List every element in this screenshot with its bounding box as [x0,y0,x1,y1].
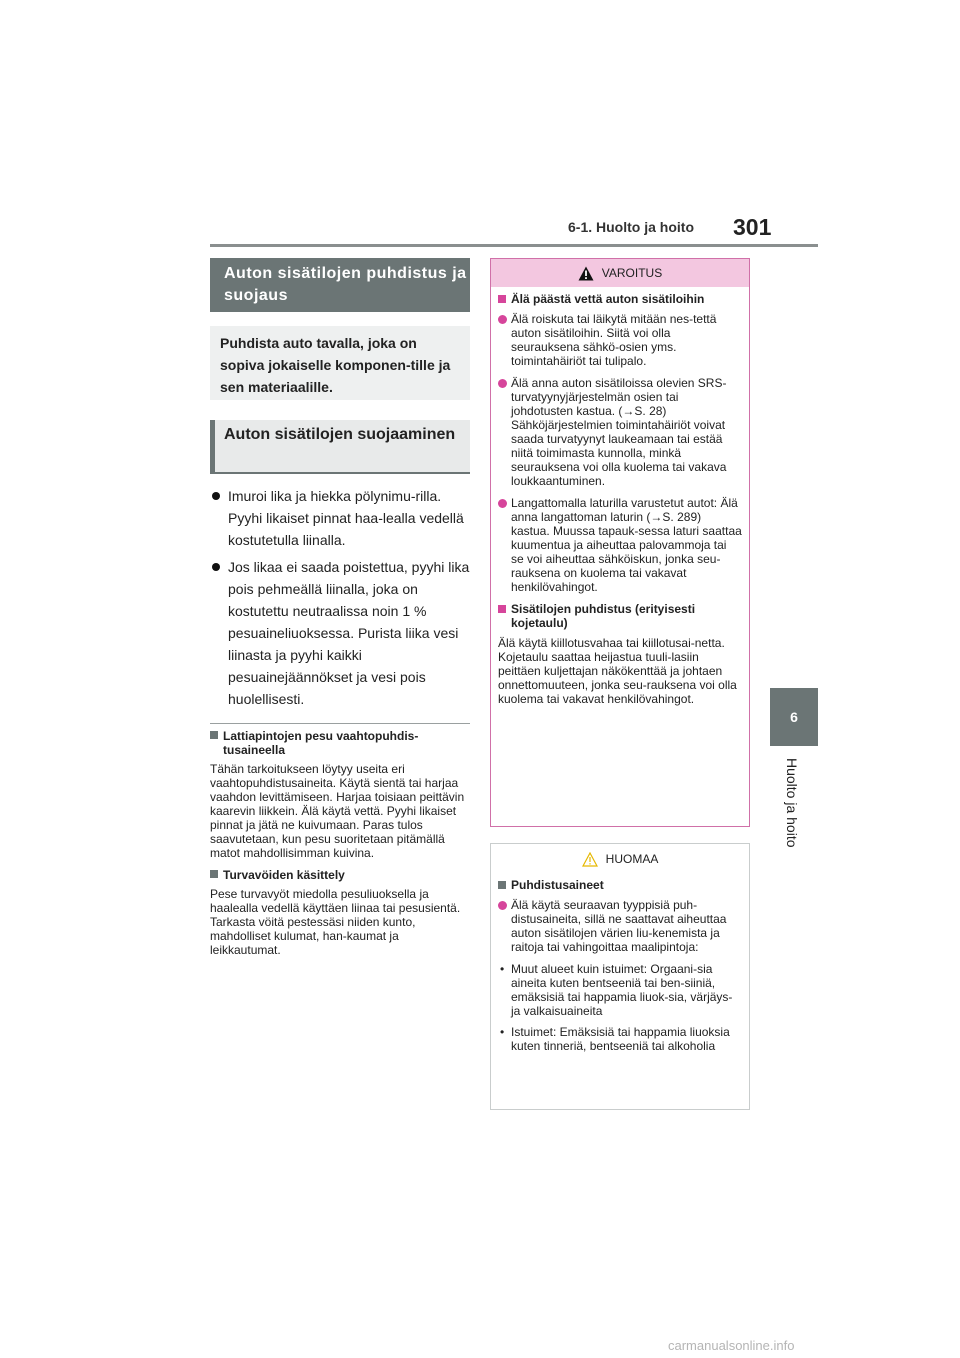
section-header: 6-1. Huolto ja hoito [568,219,694,235]
warning-bullet [498,312,742,368]
section-divider [210,723,470,724]
caution-list-item [498,1025,742,1053]
section-heading [210,868,472,882]
header-rule [210,244,818,247]
caution-heading-text: Puhdistusaineet [511,878,604,892]
section-text: Pese turvavyöt miedolla pesuliuoksella ja haalealla vedellä käyttäen liinaa tai pesusientä. Tarkasta vöitä pestessäsi niiden kunto, mahdolliset kulumat, han-kaumat ja leikkautumat. [210,887,461,957]
square-bullet-icon [498,881,506,889]
bullet-item [212,556,474,710]
subtitle: Auton sisätilojen suojaaminen [224,426,456,443]
watermark: carmanualsonline.info [668,1338,795,1353]
warning-bullet-text: Älä roiskuta tai läikytä mitään nes-tettä auton sisätiloihin. Siitä voi olla seurauksena sähkö-osien yms. toimintahäiriöt tai tulipalo. [511,312,717,368]
chapter-label: Huolto ja hoito [784,758,800,848]
caution-body [491,874,749,1053]
bullet-dot-icon [498,499,507,508]
warning-heading [498,602,742,630]
warning-triangle-icon [578,266,594,281]
warning-header [491,259,749,287]
bullet-item [212,485,474,551]
subtitle-box [210,420,470,474]
square-bullet-icon [210,870,218,878]
caution-triangle-icon [582,852,598,867]
caution-bullet-text: Älä käytä seuraavan tyyppisiä puh-distusaineita, sillä ne saattavat aiheuttaa auton sisätilojen värien liu-kenemista ja raitoja tai vahingoittaa maalipintoja: [511,898,727,954]
section-heading-text: Turvavöiden käsittely [223,868,345,882]
intro-text: Puhdista auto tavalla, joka on sopiva jokaiselle komponen-tille ja sen materiaalille. [220,335,451,395]
caution-bullet [498,898,742,954]
caution-list-item [498,962,742,1018]
left-lower-column [210,729,472,965]
warning-bullet [498,496,742,594]
chapter-tab: 6 [770,688,818,746]
warning-bullet-text: Älä anna auton sisätiloissa olevien SRS-turvatyynyjärjestelmän osien tai johdotusten kastua. (→S. 28) Sähköjärjestelmien toimintahäiriöt voivat saada turvatyynyt laukeamaan tai estää niitä toimimasta kunnolla, minkä seurauksena voi olla kuolema tai vakava loukkaantuminen. [511,376,727,488]
warning-heading-text: Sisätilojen puhdistus (erityisesti kojetaulu) [511,602,696,630]
bullet-dot-icon [212,492,220,500]
list-dot-icon: • [500,1025,505,1039]
warning-heading-text: Älä päästä vettä auton sisätiloihin [511,292,705,306]
warning-paragraph: Älä käytä kiillotusvahaa tai kiillotusai-netta. Kojetaulu saattaa heijastua tuuli-lasiin peittäen kuljettajan näkökenttää ja johtaen onnettomuuteen, jonka seu-rauksena voi olla kuolema tai vakavat henkilövahingot. [498,636,737,706]
square-bullet-icon [210,731,218,739]
list-dot-icon: • [500,962,505,976]
square-bullet-icon [498,605,506,613]
warning-bullet [498,376,742,488]
caution-title: HUOMAA [605,852,659,866]
main-title-box [210,258,470,312]
caution-item-text: Istuimet: Emäksisiä tai happamia liuoksia kuten tinneriä, bentseeniä tai alkoholia [511,1025,730,1053]
warning-bullet-text: Langattomalla laturilla varustetut autot: Älä anna langattoman laturin (→S. 289) kastua. Muussa tapauk-sessa laturi saattaa kuumentua ja aiheuttaa palovammoja tai se voi aiheuttaa sähköiskun, jonka seu-rauksena on kuolema tai vakavat henkilövahingot. [511,496,742,594]
caution-item-text: Muut alueet kuin istuimet: Orgaani-sia aineita kuten bentseeniä tai ben-siiniä, emäksisiä tai happamia liuok-sia, värjäys- ja valkaisuaineita [511,962,733,1018]
bullet-dot-icon [498,901,507,910]
section-text: Tähän tarkoitukseen löytyy useita eri vaahtopuhdistusaineita. Käytä sientä tai harjaa vaahdon levittämiseen. Harjaa toisiaan peittävin kaarevin liikkein. Älä käytä vettä. Pyyhi likaiset pinnat ja jätä ne kuivumaan. Paras tulos saavutetaan, kun pesu suoritetaan pitämällä matot mahdollisimman kuivina. [210,762,465,860]
bullet-text: Jos likaa ei saada poistettua, pyyhi lika pois pehmeällä liinalla, joka on kostutettu neutraalissa noin 1 % pesuaineliuoksessa. Purista liika vesi liinasta ja pyyhi kaikki pesuainejäännökset ja vesi pois huolellisesti. [228,559,470,707]
caution-heading [498,878,742,892]
warning-box [490,258,750,827]
page-number: 301 [733,214,772,240]
bullet-dot-icon [498,379,507,388]
section-heading [210,729,472,757]
warning-title: VAROITUS [601,266,663,280]
caution-header [491,844,749,874]
caution-box [490,843,750,1110]
bullet-dot-icon [212,563,220,571]
intro-box [210,326,470,400]
bullet-list [212,485,474,715]
warning-heading [498,292,742,306]
bullet-dot-icon [498,315,507,324]
bullet-text: Imuroi lika ja hiekka pölynimu-rilla. Pyyhi likaiset pinnat haa-lealla vedellä kostutetulla liinalla. [228,488,464,548]
warning-body [491,287,749,706]
section-heading-text: Lattiapintojen pesu vaahtopuhdis-tusaineella [223,729,419,757]
main-title: Auton sisätilojen puhdistus ja suojaus [224,265,467,304]
square-bullet-icon [498,295,506,303]
